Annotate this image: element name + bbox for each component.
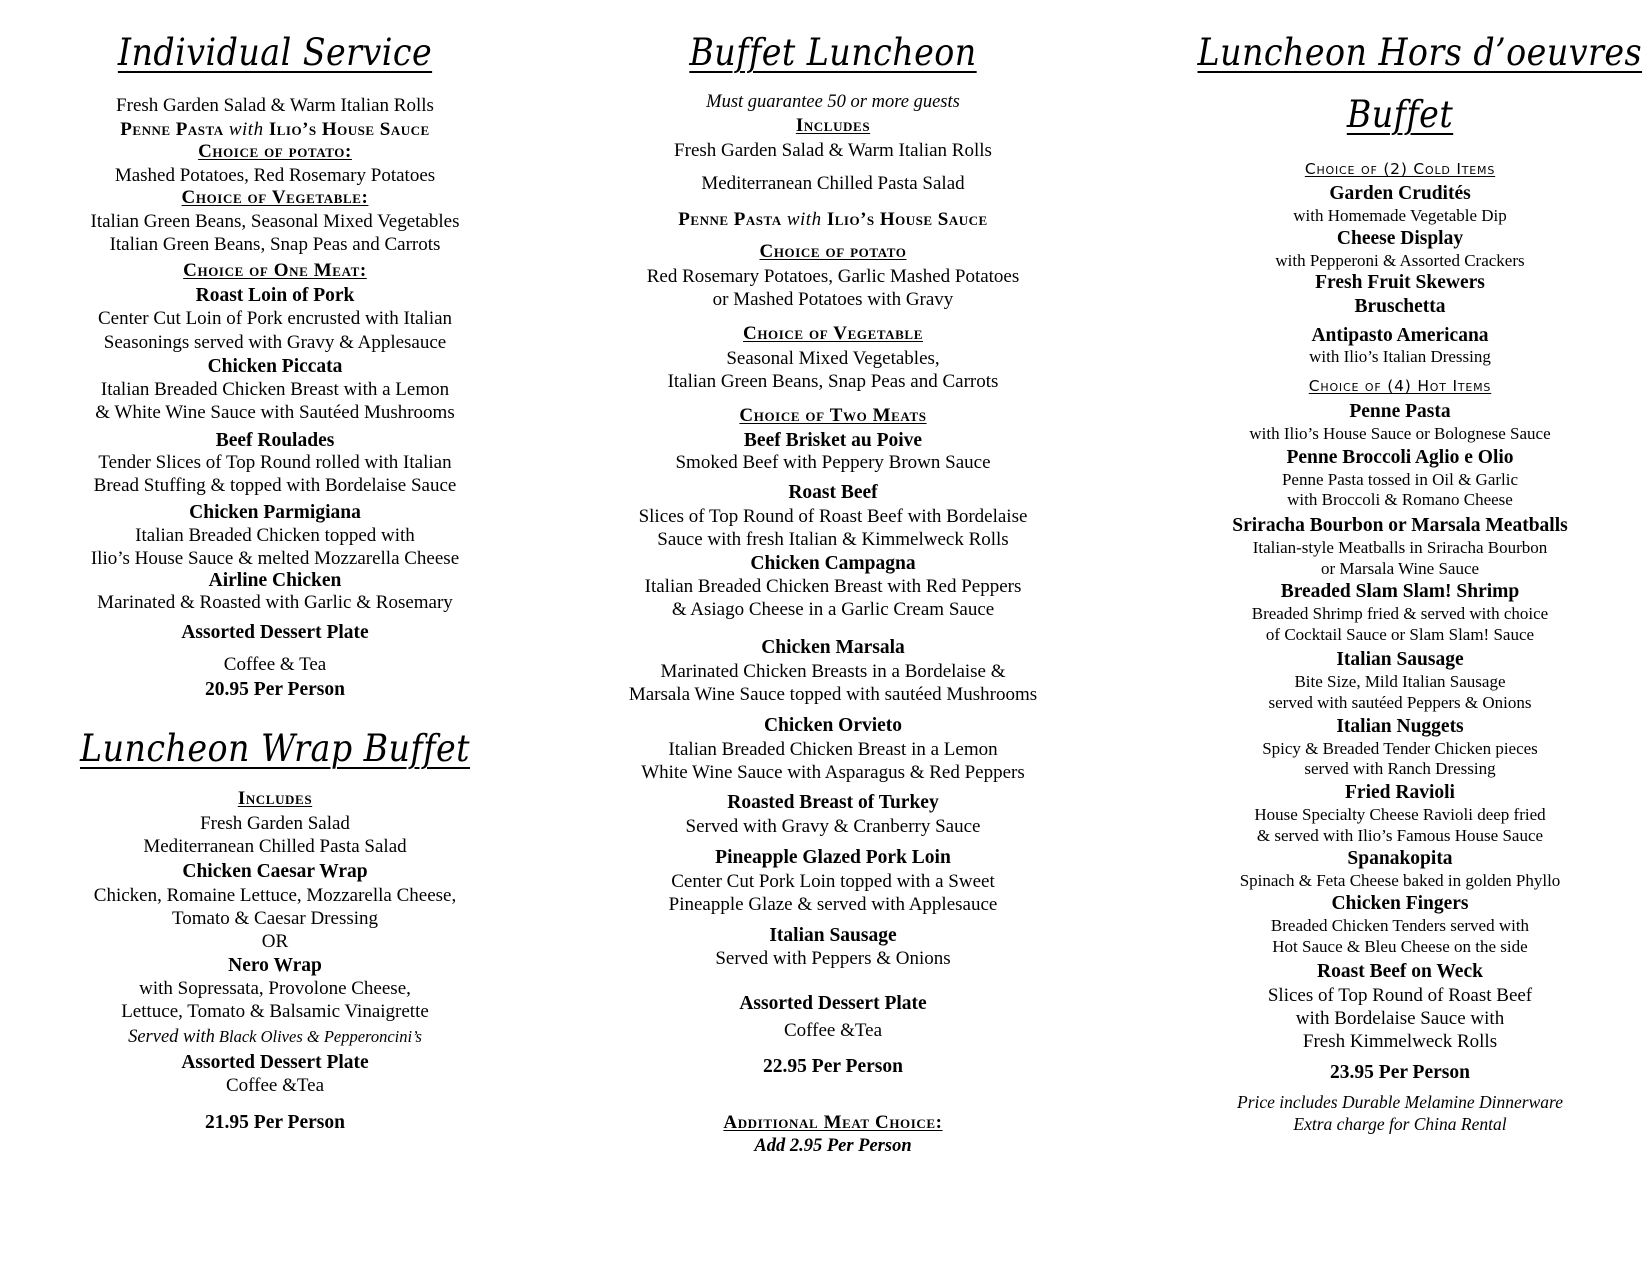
wrap-description: Tomato & Caesar Dressing — [171, 908, 379, 929]
included-item: Fresh Garden Salad & Warm Italian Rolls — [674, 140, 992, 161]
included-item: Mediterranean Chilled Pasta Salad — [701, 173, 965, 194]
included-item: Mediterranean Chilled Pasta Salad — [143, 836, 407, 857]
potato-header: Choice of potato: — [198, 141, 352, 162]
meat-name: Chicken Campagna — [750, 553, 916, 574]
coffee-line: Coffee & Tea — [223, 654, 327, 675]
dessert-line: Assorted Dessert Plate — [739, 993, 927, 1014]
item-description: Spinach & Feta Cheese baked in golden Phyllo — [1239, 871, 1561, 890]
item-description: Penne Pasta tossed in Oil & Garlic — [1281, 470, 1519, 489]
meat-description: Italian Breaded Chicken Breast with Red Peppers — [644, 576, 1022, 597]
additional-meat-price: Add 2.95 Per Person — [754, 1136, 912, 1156]
penne-pasta-line: Penne Pasta with Ilio’s House Sauce — [678, 209, 988, 230]
item-description: Italian-style Meatballs in Sriracha Bourbon — [1252, 538, 1548, 557]
meat-name: Beef Brisket au Poive — [743, 430, 923, 451]
item-name: Cheese Display — [1336, 228, 1464, 249]
meat-description: Center Cut Pork Loin topped with a Sweet — [671, 871, 995, 892]
meat-description: Bread Stuffing & topped with Bordelaise Sauce — [93, 475, 457, 496]
penne-pasta-line: Penne Pasta with Ilio’s House Sauce — [120, 119, 430, 140]
meat-name: Pineapple Glazed Pork Loin — [715, 847, 951, 868]
item-description: Hot Sauce & Bleu Cheese on the side — [1272, 937, 1528, 956]
potato-header: Choice of potato — [759, 241, 907, 262]
vegetable-option: Italian Green Beans, Snap Peas and Carrots — [667, 371, 999, 392]
wrap-name: Chicken Caesar Wrap — [182, 861, 368, 882]
guarantee-note: Must guarantee 50 or more guests — [706, 92, 960, 112]
meat-name: Chicken Orvieto — [763, 715, 903, 736]
hot-items-header: Choice of (4) Hot Items — [1308, 377, 1492, 395]
item-description: Breaded Shrimp fried & served with choice — [1251, 604, 1549, 623]
potato-option: Red Rosemary Potatoes, Garlic Mashed Potatoes — [646, 266, 1020, 287]
item-description: & served with Ilio’s Famous House Sauce — [1256, 826, 1544, 845]
meat-name: Chicken Piccata — [207, 356, 343, 377]
item-name: Antipasto Americana — [1311, 325, 1489, 346]
dessert-line: Assorted Dessert Plate — [181, 622, 369, 643]
meat-description: Marinated Chicken Breasts in a Bordelaise & — [660, 661, 1006, 682]
potato-options: Mashed Potatoes, Red Rosemary Potatoes — [114, 165, 436, 186]
meat-name: Roast Beef — [788, 482, 878, 503]
wrap-description: Chicken, Romaine Lettuce, Mozzarella Cheese, — [93, 885, 457, 906]
item-description: served with Ranch Dressing — [1304, 759, 1496, 778]
meat-description: Served with Gravy & Cranberry Sauce — [685, 816, 981, 837]
meat-description: Tender Slices of Top Round rolled with Italian — [98, 452, 452, 473]
included-item: Fresh Garden Salad — [200, 813, 350, 834]
item-description: Fresh Kimmelweck Rolls — [1302, 1031, 1498, 1052]
cold-items-header: Choice of (2) Cold Items — [1304, 160, 1496, 178]
served-with-line: Served with Black Olives & Pepperoncini’s — [128, 1027, 422, 1047]
coffee-line: Coffee &Tea — [783, 1020, 883, 1041]
item-description: or Marsala Wine Sauce — [1320, 559, 1480, 578]
meat-description: Italian Breaded Chicken Breast with a Lemon — [100, 379, 450, 400]
price-line: 23.95 Per Person — [1330, 1062, 1470, 1083]
meat-description: Served with Peppers & Onions — [715, 948, 951, 969]
item-description: with Ilio’s House Sauce or Bolognese Sauce — [1249, 424, 1551, 443]
item-description: with Ilio’s Italian Dressing — [1309, 347, 1491, 366]
meat-description: Pineapple Glaze & served with Applesauce — [668, 894, 998, 915]
item-description: Spicy & Breaded Tender Chicken pieces — [1262, 739, 1538, 758]
item-name: Bruschetta — [1354, 296, 1446, 317]
potato-option: or Mashed Potatoes with Gravy — [712, 289, 954, 310]
item-name: Italian Nuggets — [1336, 716, 1464, 737]
meat-name: Chicken Marsala — [761, 637, 905, 658]
wrap-description: with Sopressata, Provolone Cheese, — [139, 978, 411, 999]
dessert-line: Assorted Dessert Plate — [181, 1052, 369, 1073]
item-name: Garden Crudités — [1329, 183, 1471, 204]
meat-description: Marinated & Roasted with Garlic & Rosemary — [97, 592, 453, 613]
meat-description: Sauce with fresh Italian & Kimmelweck Rolls — [657, 529, 1009, 550]
wrap-buffet-title: Luncheon Wrap Buffet — [80, 727, 470, 770]
includes-header: Includes — [237, 788, 313, 809]
item-description: with Homemade Vegetable Dip — [1293, 206, 1507, 225]
price-line: 21.95 Per Person — [205, 1112, 345, 1133]
includes-header: Includes — [795, 115, 871, 136]
meat-description: Slices of Top Round of Roast Beef with Bordelaise — [638, 506, 1028, 527]
item-name: Sriracha Bourbon or Marsala Meatballs — [1232, 515, 1568, 536]
item-name: Penne Pasta — [1349, 401, 1451, 422]
hors-doeuvres-subtitle: Buffet — [1346, 93, 1454, 136]
meat-description: Seasonings served with Gravy & Applesauce — [103, 332, 447, 353]
item-description: House Specialty Cheese Ravioli deep fried — [1254, 805, 1546, 824]
coffee-line: Coffee &Tea — [225, 1075, 325, 1096]
vegetable-option: Italian Green Beans, Seasonal Mixed Vegetables — [90, 211, 460, 232]
meat-description: Marsala Wine Sauce topped with sautéed Mushrooms — [628, 684, 1038, 705]
china-rental-note: Extra charge for China Rental — [1293, 1114, 1507, 1134]
wrap-name: Nero Wrap — [228, 955, 322, 976]
meat-description: Smoked Beef with Peppery Brown Sauce — [675, 452, 991, 473]
vegetable-option: Seasonal Mixed Vegetables, — [726, 348, 940, 369]
meats-header: Choice of Two Meats — [739, 405, 927, 426]
meat-description: Ilio’s House Sauce & melted Mozzarella Cheese — [90, 548, 460, 569]
hors-doeuvres-title: Luncheon Hors d’oeuvres — [1197, 31, 1643, 74]
or-divider: OR — [261, 931, 289, 952]
meat-description: White Wine Sauce with Asparagus & Red Peppers — [641, 762, 1025, 783]
item-description: Slices of Top Round of Roast Beef — [1267, 985, 1533, 1006]
meat-name: Chicken Parmigiana — [189, 502, 361, 523]
buffet-luncheon-title: Buffet Luncheon — [689, 31, 977, 74]
item-name: Chicken Fingers — [1331, 893, 1469, 914]
meat-description: & White Wine Sauce with Sautéed Mushrooms — [95, 402, 455, 423]
item-description: served with sautéed Peppers & Onions — [1268, 693, 1532, 712]
wrap-description: Lettuce, Tomato & Balsamic Vinaigrette — [121, 1001, 429, 1022]
meat-description: Center Cut Loin of Pork encrusted with Italian — [97, 308, 453, 329]
item-name: Roast Beef on Weck — [1317, 961, 1483, 982]
additional-meat-header: Additional Meat Choice: — [723, 1112, 943, 1133]
dinnerware-note: Price includes Durable Melamine Dinnerware — [1237, 1092, 1563, 1112]
item-name: Italian Sausage — [1336, 649, 1464, 670]
vegetable-header: Choice of Vegetable — [743, 323, 923, 344]
meat-header: Choice of One Meat: — [183, 260, 367, 281]
item-description: with Pepperoni & Assorted Crackers — [1275, 251, 1525, 270]
item-name: Breaded Slam Slam! Shrimp — [1280, 581, 1520, 602]
meat-name: Roasted Breast of Turkey — [727, 792, 939, 813]
meat-name: Italian Sausage — [769, 925, 897, 946]
meat-name: Roast Loin of Pork — [195, 285, 355, 306]
item-description: with Bordelaise Sauce with — [1295, 1008, 1505, 1029]
item-name: Penne Broccoli Aglio e Olio — [1286, 447, 1514, 468]
item-description: with Broccoli & Romano Cheese — [1287, 490, 1513, 509]
item-description: of Cocktail Sauce or Slam Slam! Sauce — [1265, 625, 1535, 644]
meat-name: Beef Roulades — [215, 430, 335, 451]
price-line: 20.95 Per Person — [205, 679, 345, 700]
item-name: Fried Ravioli — [1345, 782, 1455, 803]
meat-description: Italian Breaded Chicken topped with — [135, 525, 415, 546]
item-description: Bite Size, Mild Italian Sausage — [1294, 672, 1506, 691]
meat-description: & Asiago Cheese in a Garlic Cream Sauce — [671, 599, 995, 620]
price-line: 22.95 Per Person — [763, 1056, 903, 1077]
vegetable-option: Italian Green Beans, Snap Peas and Carrots — [109, 234, 441, 255]
item-name: Fresh Fruit Skewers — [1315, 272, 1485, 293]
meat-name: Airline Chicken — [208, 570, 342, 591]
individual-service-title: Individual Service — [117, 31, 433, 74]
vegetable-header: Choice of Vegetable: — [181, 187, 369, 208]
meat-description: Italian Breaded Chicken Breast in a Lemon — [668, 739, 998, 760]
item-description: Breaded Chicken Tenders served with — [1270, 916, 1530, 935]
item-name: Spanakopita — [1347, 848, 1453, 869]
salad-rolls-line: Fresh Garden Salad & Warm Italian Rolls — [116, 95, 434, 116]
